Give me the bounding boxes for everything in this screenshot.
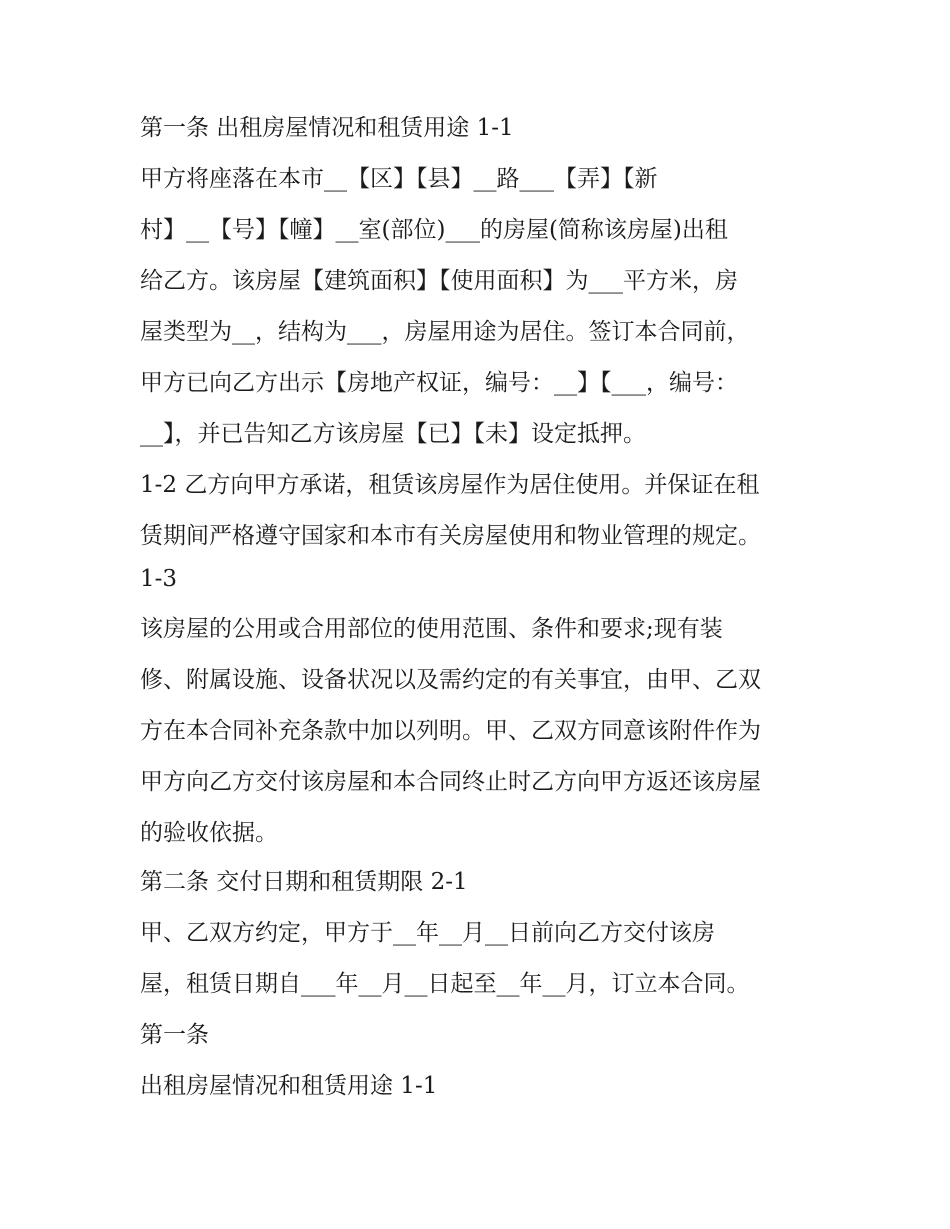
text-line: 给乙方。该房屋【建筑面积】【使用面积】为___平方米，房 (140, 268, 738, 294)
text-line: 出租房屋情况和租赁用途 1-1 (140, 1073, 438, 1099)
text-line: 甲、乙双方约定，甲方于__年__月__日前向乙方交付该房 (140, 920, 715, 946)
text-line: 屋类型为__，结构为___，房屋用途为居住。签订本合同前， (140, 319, 750, 345)
text-line: 第一条 出租房屋情况和租赁用途 1-1 (140, 115, 514, 141)
text-line: __】，并已告知乙方该房屋【已】【未】设定抵押。 (140, 421, 646, 447)
text-line: 赁期间严格遵守国家和本市有关房屋使用和物业管理的规定。 (140, 523, 761, 549)
text-line: 第二条 交付日期和租赁期限 2-1 (140, 869, 468, 895)
text-line: 的验收依据。 (140, 820, 278, 846)
text-line: 屋，租赁日期自___年__月__日起至__年__月，订立本合同。 (140, 971, 750, 997)
text-line: 1-3 (140, 566, 178, 592)
text-line: 1-2 乙方向甲方承诺，租赁该房屋作为居住使用。并保证在租 (140, 472, 760, 498)
text-line: 甲方向乙方交付该房屋和本合同终止时乙方向甲方返还该房屋 (140, 769, 761, 795)
text-line: 该房屋的公用或合用部位的使用范围、条件和要求;现有装 (140, 616, 723, 642)
text-line: 甲方已向乙方出示【房地产权证，编号：__】【___，编号： (140, 370, 738, 396)
text-line: 修、附属设施、设备状况以及需约定的有关事宜，由甲、乙双 (140, 667, 761, 693)
text-line: 方在本合同补充条款中加以列明。甲、乙双方同意该附件作为 (140, 718, 761, 744)
text-line: 村】__【号】【幢】__室(部位)___的房屋(简称该房屋)出租 (140, 217, 728, 243)
text-line: 第一条 (140, 1022, 209, 1048)
text-line: 甲方将座落在本市__【区】【县】__路___【弄】【新 (140, 166, 658, 192)
